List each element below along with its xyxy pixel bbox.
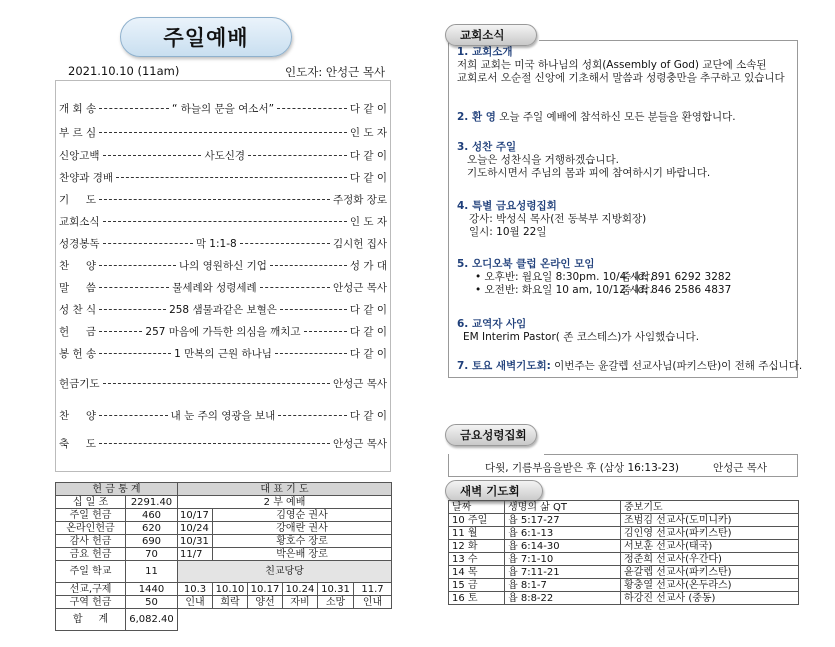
offering-label: 감사 헌금 (56, 535, 126, 548)
prayer-header: 대 표 기 도 (178, 483, 392, 496)
order-leader: 다 같 이 (349, 149, 388, 162)
dawn-qt: 욥 8:8-22 (505, 592, 621, 605)
news-item (457, 318, 699, 344)
offering-label: 금요 헌금 (56, 548, 126, 561)
order-label: 교회소식 (59, 215, 100, 228)
offering-amount: 11 (126, 561, 178, 583)
prayer-date: 11/7 (178, 548, 213, 561)
order-leader: 다 같 이 (349, 303, 387, 316)
order-detail: 나의 영원하신 기업 (179, 259, 267, 272)
friday-prayer-text: 다윗, 기름부음을받은 후 (삼상 16:13-23) (485, 462, 680, 474)
presider: 인도자: 안성근 목사 (285, 65, 386, 79)
dawn-prayer-table (448, 500, 799, 605)
news-bullet-id: 줌 Id: 891 6292 3282 (621, 271, 732, 283)
fellowship-date: 10.24 (283, 583, 318, 596)
order-detail: 257 마음에 가득한 의심을 깨치고 (145, 325, 301, 338)
news-bullet: • 오전반: 화요일 10 am, 10/12 시작. (475, 284, 653, 296)
offering-label: 주일 학교 (56, 561, 126, 583)
offering-label: 주일 헌금 (56, 509, 126, 522)
order-leader: 주정화 장로 (332, 193, 387, 206)
dawn-intercession: 황충열 선교사(온두라스) (621, 579, 799, 592)
dawn-qt: 욥 7:1-10 (505, 553, 621, 566)
news-bullet: • 오후반: 월요일 8:30pm. 10/4 시작, (475, 271, 654, 283)
order-label: 성경봉독 (59, 237, 100, 250)
news-heading: 4. 특별 금요성령집회 (457, 200, 557, 212)
news-item (457, 200, 646, 239)
news-line: 강사: 박성식 목사(전 동북부 지방회장) (469, 213, 647, 225)
order-leader: 다 같 이 (349, 347, 387, 360)
news-item (457, 258, 731, 297)
fellowship-date: 10.17 (248, 583, 283, 596)
news-line: 저희 교회는 미국 하나님의 성회(Assembly of God) 교단에 소속된 (457, 59, 767, 71)
order-label: 찬 양 (59, 259, 96, 272)
order-label: 헌 금 (59, 325, 96, 338)
order-label: 축 도 (59, 437, 96, 450)
fellowship-date: 10.10 (213, 583, 248, 596)
news-heading: 3. 성찬 주일 (457, 141, 517, 153)
order-detail: 258 샘물과같은 보혈은 (169, 303, 277, 316)
order-row (59, 191, 387, 207)
news-line: 오늘은 성찬식을 거행하겠습니다. (467, 154, 620, 166)
order-leader: 다 같 이 (349, 102, 388, 115)
order-row (59, 279, 387, 295)
order-row (59, 100, 387, 116)
news-item (457, 141, 710, 180)
order-row (59, 257, 387, 273)
offering-header: 헌 금 통 계 (56, 483, 178, 496)
news-line: 기도하시면서 주님의 몸과 피에 참여하시기 바랍니다. (467, 167, 711, 179)
table-row (449, 540, 799, 553)
dawn-date: 13 수 (449, 553, 505, 566)
news-line: 오늘 주일 예배에 참석하신 모든 분들을 환영합니다. (499, 111, 736, 123)
offering-amount: 2291.40 (126, 496, 178, 509)
dawn-col-header: 날짜 (449, 501, 505, 514)
offering-total: 6,082.40 (126, 609, 178, 631)
order-leader: 성 가 대 (349, 259, 388, 272)
prayer-name: 김영순 권사 (213, 509, 392, 522)
order-row (59, 323, 387, 339)
news-heading: 2. 환 영 (457, 111, 496, 123)
order-label: 부 르 심 (59, 126, 97, 139)
dawn-date: 15 금 (449, 579, 505, 592)
order-leader: 김시헌 집사 (332, 237, 387, 250)
dawn-date: 11 월 (449, 527, 505, 540)
table-row (449, 553, 799, 566)
order-label: 성 찬 식 (59, 303, 97, 316)
prayer-date: 10/24 (178, 522, 213, 535)
offering-amount: 70 (126, 548, 178, 561)
dawn-prayer-title: 새벽 기도회 (445, 480, 543, 502)
dawn-qt: 욥 6:1-13 (505, 527, 621, 540)
dawn-qt: 욥 5:17-27 (505, 514, 621, 527)
friday-prayer-box (448, 454, 798, 477)
service-date: 2021.10.10 (11am) (68, 64, 180, 78)
dawn-qt: 욥 8:1-7 (505, 579, 621, 592)
friday-prayer-title: 금요성령집회 (445, 424, 537, 446)
dawn-date: 16 토 (449, 592, 505, 605)
order-label: 봉 헌 송 (59, 347, 97, 360)
order-label: 말 씀 (59, 281, 96, 294)
order-leader: 안성근 목사 (332, 377, 387, 390)
fellowship-group: 소망 (318, 596, 354, 609)
offering-amount: 690 (126, 535, 178, 548)
offering-amount: 620 (126, 522, 178, 535)
offering-amount: 50 (126, 596, 178, 609)
news-heading: 6. 교역자 사임 (457, 318, 527, 330)
news-heading: 1. 교회소개 (457, 46, 513, 58)
dawn-date: 12 화 (449, 540, 505, 553)
table-row (449, 592, 799, 605)
order-detail: 물세례와 성령세례 (172, 281, 257, 294)
prayer-date: 10/17 (178, 509, 213, 522)
dawn-intercession: 서보훈 선교사(태국) (621, 540, 799, 553)
order-leader: 인 도 자 (349, 215, 387, 228)
bulletin-title: 주일예배 (120, 17, 292, 57)
fellowship-header: 친교당당 (178, 561, 392, 583)
fellowship-date: 10.31 (318, 583, 354, 596)
order-label: 신앙고백 (59, 149, 100, 162)
order-label: 찬양과 경배 (59, 171, 114, 184)
order-row (59, 235, 387, 251)
table-row (449, 566, 799, 579)
news-heading: 5. 오디오북 클럽 온라인 모임 (457, 258, 595, 270)
order-of-service (55, 80, 391, 472)
offering-label: 십 일 조 (56, 496, 126, 509)
prayer-name: 강애란 권사 (213, 522, 392, 535)
order-detail: 내 눈 주의 영광을 보내 (170, 409, 276, 422)
order-detail: 사도신경 (204, 149, 246, 162)
offering-label: 온라인헌금 (56, 522, 126, 535)
news-box (448, 40, 803, 378)
order-label: 개 회 송 (59, 102, 97, 115)
news-bullet-id: 줌 Id: 846 2586 4837 (621, 284, 732, 296)
dawn-col-header: 생명의 삶 QT (505, 501, 621, 514)
friday-prayer-leader: 안성근 목사 (713, 462, 768, 474)
news-line: 교회로서 오순절 신앙에 기초해서 말씀과 성령충만을 추구하고 있습니다 (457, 72, 785, 84)
order-leader: 다 같 이 (349, 325, 388, 338)
table-row (449, 579, 799, 592)
dawn-intercession: 하강진 선교사 (중동) (621, 592, 799, 605)
dawn-qt: 욥 7:11-21 (505, 566, 621, 579)
offering-total-label: 합 계 (56, 609, 126, 631)
order-leader: 안성근 목사 (332, 281, 387, 294)
offering-label: 선교,구제 (56, 583, 126, 596)
offering-amount: 1440 (126, 583, 178, 596)
fellowship-group: 희락 (213, 596, 248, 609)
prayer-name: 박은배 장로 (213, 548, 392, 561)
dawn-intercession: 조범김 선교사(도미니카) (621, 514, 799, 527)
news-title: 교회소식 (445, 24, 537, 46)
news-line: EM Interim Pastor( 존 코스테스)가 사임했습니다. (463, 331, 700, 343)
dawn-date: 14 목 (449, 566, 505, 579)
news-item (457, 111, 736, 124)
news-line: 이번주는 윤갈렙 선교사님(파키스탄)이 전해 주십니다. (554, 360, 803, 372)
order-row (59, 375, 387, 391)
fellowship-date: 11.7 (354, 583, 392, 596)
order-row (59, 147, 387, 163)
order-label: 헌금기도 (59, 377, 100, 390)
table-row (449, 514, 799, 527)
fellowship-group: 인내 (178, 596, 213, 609)
news-line: 일시: 10월 22일 (469, 226, 547, 238)
order-leader: 다 같 이 (349, 171, 387, 184)
order-detail: 1 만복의 근원 하나님 (174, 347, 272, 360)
prayer-service: 2 부 예배 (178, 496, 392, 509)
order-label: 기 도 (59, 193, 96, 206)
offering-table (55, 482, 392, 631)
order-row (59, 345, 387, 361)
dawn-intercession: 김인영 선교사(파키스탄) (621, 527, 799, 540)
order-row (59, 213, 387, 229)
offering-amount: 460 (126, 509, 178, 522)
news-item (457, 46, 785, 85)
dawn-intercession: 정준희 선교사(우간다) (621, 553, 799, 566)
fellowship-group: 양선 (248, 596, 283, 609)
offering-label: 구역 헌금 (56, 596, 126, 609)
order-row (59, 124, 387, 140)
order-detail: 막 1:1-8 (195, 237, 237, 250)
news-heading: 7. 토요 새벽기도회: (457, 360, 551, 372)
order-detail: “ 하늘의 문을 여소서” (171, 102, 275, 115)
dawn-intercession: 윤갈렙 선교사(파키스탄) (621, 566, 799, 579)
dawn-date: 10 주일 (449, 514, 505, 527)
order-row (59, 435, 387, 451)
order-label: 찬 양 (59, 409, 96, 422)
prayer-name: 황호수 장로 (213, 535, 392, 548)
prayer-date: 10/31 (178, 535, 213, 548)
fellowship-group: 인내 (354, 596, 392, 609)
order-row (59, 301, 387, 317)
order-leader: 안성근 목사 (332, 437, 387, 450)
order-leader: 다 같 이 (349, 409, 388, 422)
dawn-qt: 욥 6:14-30 (505, 540, 621, 553)
fellowship-group: 자비 (283, 596, 318, 609)
dawn-col-header: 중보기도 (621, 501, 799, 514)
fellowship-date: 10.3 (178, 583, 213, 596)
table-row (449, 527, 799, 540)
order-row (59, 407, 387, 423)
order-leader: 인 도 자 (349, 126, 387, 139)
order-row (59, 169, 387, 185)
news-item (457, 360, 802, 373)
